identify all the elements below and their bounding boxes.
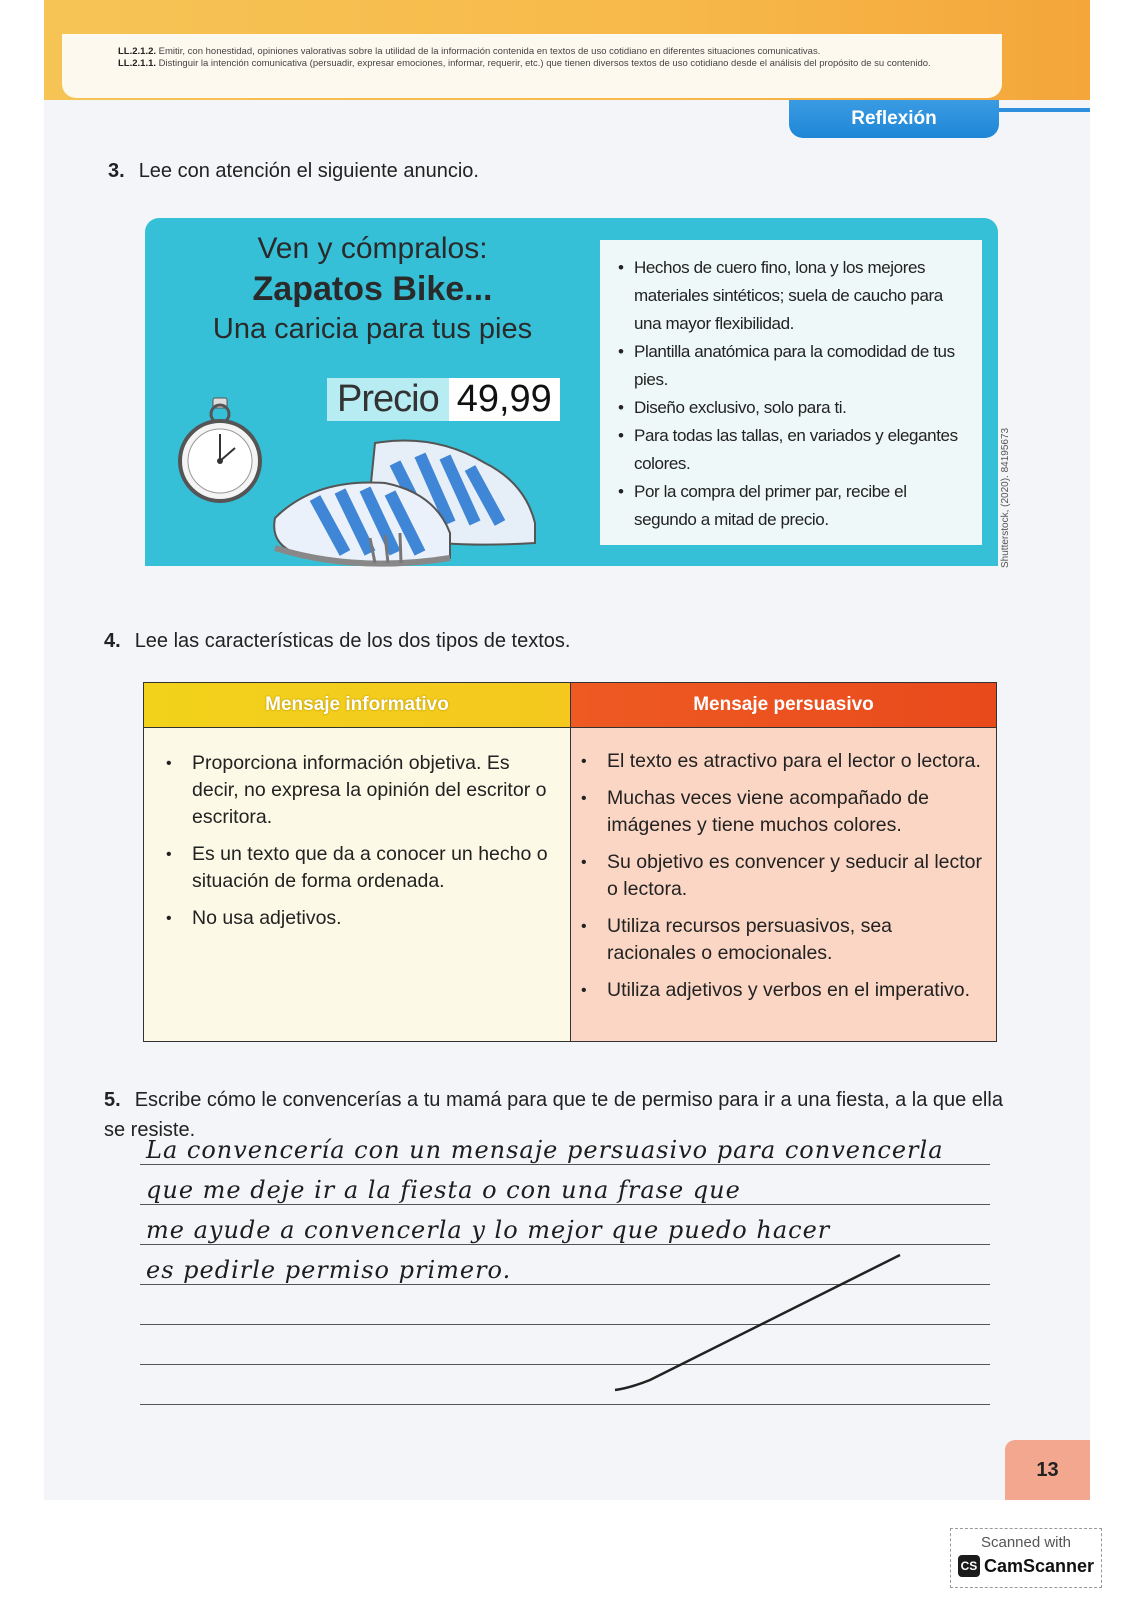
ad-line-1: Ven y cómpralos:	[257, 232, 488, 265]
price-label: Precio	[337, 378, 439, 420]
ad-features-panel	[600, 240, 982, 545]
persuasivo-item: • Su objetivo es convencer y seducir al lector o lectora.	[581, 849, 984, 903]
standard-2-code: LL.2.1.1.	[118, 58, 157, 69]
persuasivo-item: • Utiliza recursos persuasivos, sea racionales o emocionales.	[581, 913, 984, 967]
question-4-number: 4.	[104, 630, 121, 652]
informativo-item: • Proporciona información objetiva. Es decir, no expresa la opinión del escritor o escritora.	[166, 750, 558, 831]
ad-price	[327, 378, 560, 421]
strike-through-mark	[610, 1250, 910, 1400]
persuasivo-header: Mensaje persuasivo	[571, 683, 996, 728]
question-3	[108, 160, 479, 183]
ad-feature: • Por la compra del primer par, recibe el segundo a mitad de precio.	[618, 478, 972, 534]
ad-feature: • Plantilla anatómica para la comodidad de tus pies.	[618, 338, 972, 394]
informativo-header: Mensaje informativo	[144, 683, 570, 728]
price-value: 49,99	[449, 378, 560, 421]
scanner-caption: Scanned with	[980, 1534, 1072, 1551]
ad-line-2: Zapatos Bike...	[252, 270, 493, 308]
camscanner-logo-icon: CS	[958, 1555, 980, 1577]
handwritten-answer-line: que me deje ir a la fiesta o con una frase que	[146, 1176, 741, 1204]
ad-feature: • Hechos de cuero fino, lona y los mejores materiales sintéticos; suela de caucho para una mayor flexibilidad.	[618, 254, 972, 338]
writing-line	[140, 1164, 990, 1165]
page-number: 13	[1005, 1440, 1090, 1500]
informativo-item: • No usa adjetivos.	[166, 905, 558, 932]
ad-feature: • Para todas las tallas, en variados y elegantes colores.	[618, 422, 972, 478]
text-types-table	[143, 682, 997, 1042]
handwritten-answer-line: me ayude a convencerla y lo mejor que puedo hacer	[146, 1216, 831, 1244]
ad-line-3: Una caricia para tus pies	[212, 313, 533, 345]
image-credit: Shutterstock, (2020). 84195673	[1000, 427, 1011, 568]
writing-line	[140, 1204, 990, 1205]
section-rule	[999, 108, 1090, 112]
standard-1-text: Emitir, con honestidad, opiniones valorativas sobre la utilidad de la información contenida en textos de uso cotidiano en diferentes situaciones comunicativas.	[158, 46, 821, 57]
sneakers-illustration	[255, 423, 555, 578]
stopwatch-icon	[175, 396, 265, 511]
question-3-text: Lee con atención el siguiente anuncio.	[138, 160, 479, 182]
question-4-text: Lee las características de los dos tipos de textos.	[134, 630, 571, 652]
shoe-advertisement	[145, 218, 998, 566]
curriculum-standards	[62, 34, 1002, 98]
question-5-text: Escribe cómo le convencerías a tu mamá para que te de permiso para ir a una fiesta, a la que ella se resiste.	[104, 1089, 1003, 1141]
scanner-name: CamScanner	[983, 1555, 1095, 1576]
handwritten-answer-line: es pedirle permiso primero.	[146, 1256, 512, 1284]
persuasivo-item: • El texto es atractivo para el lector o lectora.	[581, 748, 984, 775]
writing-line	[140, 1404, 990, 1405]
persuasivo-item: • Utiliza adjetivos y verbos en el imperativo.	[581, 977, 984, 1004]
question-3-number: 3.	[108, 160, 125, 182]
question-5-number: 5.	[104, 1089, 121, 1111]
ad-feature: • Diseño exclusivo, solo para ti.	[618, 394, 972, 422]
informativo-item: • Es un texto que da a conocer un hecho o situación de forma ordenada.	[166, 841, 558, 895]
camscanner-watermark	[950, 1528, 1102, 1588]
persuasivo-item: • Muchas veces viene acompañado de imágenes y tiene muchos colores.	[581, 785, 984, 839]
question-4	[104, 630, 570, 653]
writing-line	[140, 1244, 990, 1245]
informativo-column	[144, 683, 571, 1041]
standard-2-text: Distinguir la intención comunicativa (persuadir, expresar emociones, informar, requerir, etc.) que tienen diversos textos de uso cotidiano desde el análisis del propósito de su contenido.	[158, 58, 931, 69]
standard-1-code: LL.2.1.2.	[118, 46, 157, 57]
handwritten-answer-line: La convencería con un mensaje persuasivo para convencerla	[146, 1136, 944, 1164]
persuasivo-column	[571, 683, 996, 1041]
ad-headline	[145, 232, 600, 346]
section-tab: Reflexión	[789, 100, 999, 138]
